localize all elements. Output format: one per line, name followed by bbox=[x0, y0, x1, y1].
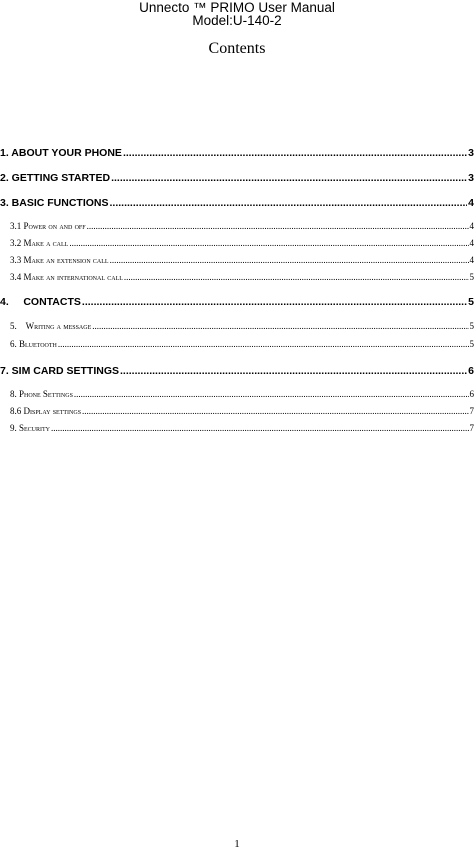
toc-entry-label: 3.2 Make a call bbox=[10, 238, 69, 248]
toc-leader-dots bbox=[110, 197, 468, 209]
toc-entry[interactable] bbox=[10, 238, 474, 248]
toc-entry-page: 4 bbox=[468, 197, 474, 209]
toc-entry-label: 9. Security bbox=[10, 423, 51, 433]
toc-leader-dots bbox=[82, 296, 467, 308]
toc-entry-label: 5. Writing a message bbox=[10, 321, 92, 331]
toc-entry-page: 7 bbox=[469, 406, 474, 416]
toc-entry[interactable] bbox=[10, 321, 474, 331]
toc-entry-label: 7. SIM CARD SETTINGS bbox=[0, 365, 120, 377]
toc-leader-dots bbox=[124, 272, 469, 282]
toc-entry-page: 5 bbox=[469, 339, 474, 349]
toc-entry-label: 4. CONTACTS bbox=[0, 296, 81, 308]
toc-entry[interactable] bbox=[10, 406, 474, 416]
toc-entry[interactable] bbox=[10, 272, 474, 282]
toc-leader-dots bbox=[110, 255, 469, 265]
toc-entry[interactable] bbox=[0, 365, 474, 377]
toc-entry[interactable] bbox=[10, 423, 474, 433]
toc-entry-label: 2. GETTING STARTED bbox=[0, 172, 111, 184]
toc-leader-dots bbox=[123, 147, 467, 159]
toc-leader-dots bbox=[51, 423, 468, 433]
toc-entry-page: 3 bbox=[468, 147, 474, 159]
toc-leader-dots bbox=[69, 238, 468, 248]
toc-leader-dots bbox=[87, 221, 469, 231]
toc-entry-page: 5 bbox=[469, 321, 474, 331]
toc-entry[interactable] bbox=[10, 389, 474, 399]
toc-leader-dots bbox=[58, 339, 469, 349]
toc-entry[interactable] bbox=[10, 221, 474, 231]
document-header-title: Unnecto ™ PRIMO User Manual bbox=[139, 0, 335, 15]
toc-entry-page: 5 bbox=[469, 272, 474, 282]
toc-entry[interactable] bbox=[0, 172, 474, 184]
toc-leader-dots bbox=[74, 389, 469, 399]
toc-entry-label: 3.1 Power on and off bbox=[10, 221, 86, 231]
toc-entry-label: 1. ABOUT YOUR PHONE bbox=[0, 147, 122, 159]
toc-leader-dots bbox=[120, 365, 467, 377]
toc-entry[interactable] bbox=[0, 296, 474, 308]
toc-entry-label: 3.3 Make an extension call bbox=[10, 255, 109, 265]
toc-entry-label: 8. Phone Settings bbox=[10, 389, 73, 399]
toc-entry-page: 5 bbox=[468, 296, 474, 308]
toc-entry-page: 6 bbox=[469, 389, 474, 399]
toc-entry-page: 4 bbox=[469, 238, 474, 248]
toc-entry-page: 6 bbox=[468, 365, 474, 377]
toc-entry-label: 3. BASIC FUNCTIONS bbox=[0, 197, 109, 209]
toc-leader-dots bbox=[92, 321, 468, 331]
toc-entry-page: 4 bbox=[469, 255, 474, 265]
toc-entry-label: 3.4 Make an international call bbox=[10, 272, 123, 282]
toc-entry[interactable] bbox=[10, 339, 474, 349]
toc-entry-page: 4 bbox=[469, 221, 474, 231]
toc-entry-page: 3 bbox=[468, 172, 474, 184]
toc-entry-label: 8.6 Display settings bbox=[10, 406, 82, 416]
toc-entry[interactable] bbox=[10, 255, 474, 265]
toc-entry-page: 7 bbox=[469, 423, 474, 433]
toc-leader-dots bbox=[111, 172, 467, 184]
document-header-model: Model:U-140-2 bbox=[192, 13, 282, 28]
toc-leader-dots bbox=[82, 406, 468, 416]
toc-entry-label: 6. Bluetooth bbox=[10, 339, 57, 349]
toc-entry[interactable] bbox=[0, 147, 474, 159]
contents-heading: Contents bbox=[208, 40, 266, 57]
page-number: 1 bbox=[234, 838, 240, 850]
toc-entry[interactable] bbox=[0, 197, 474, 209]
